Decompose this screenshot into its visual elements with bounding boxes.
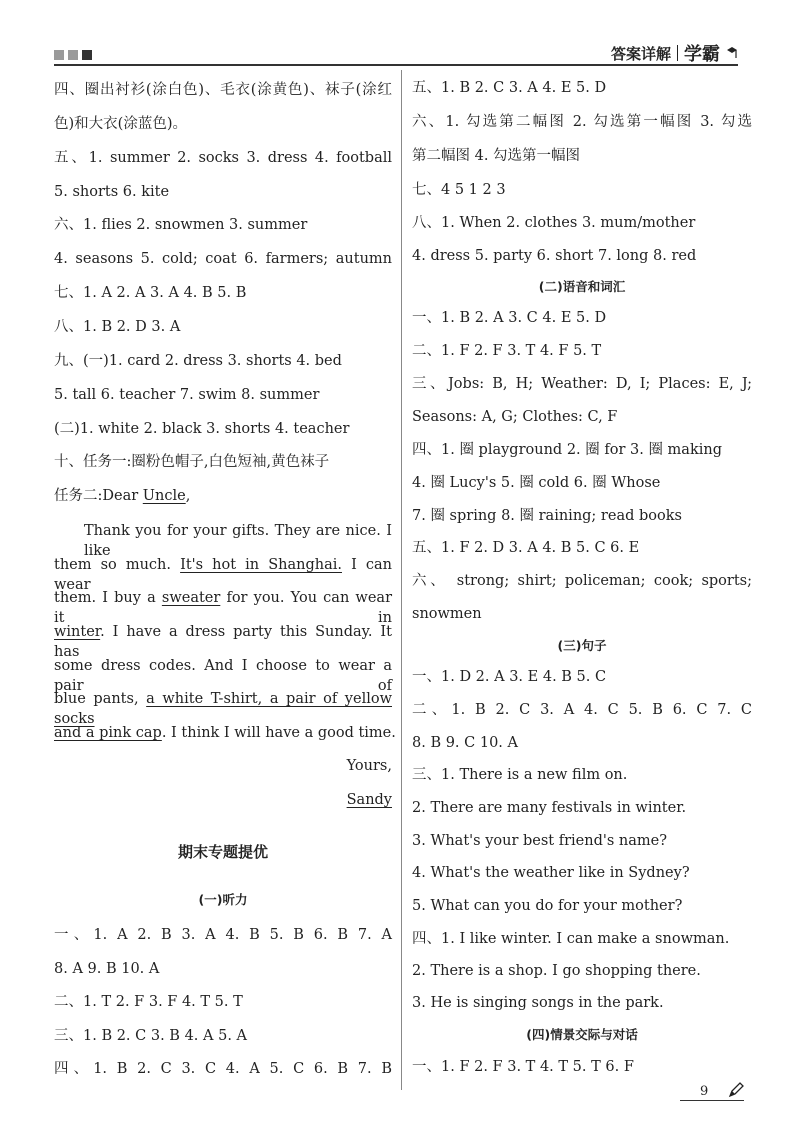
answer-line: 二、1. B 2. C 3. A 4. C 5. B 6. C 7. C <box>412 702 752 718</box>
header-square <box>68 50 78 60</box>
letter-text: blue pants, <box>54 691 147 707</box>
letter-text: . I think I will have a good time. <box>161 725 396 741</box>
answer-line: 四、圈出衬衫(涂白色)、毛衣(涂黄色)、袜子(涂红 <box>54 82 392 98</box>
section-title: 期末专题提优 <box>177 843 268 861</box>
answer-line: 第二幅图 4. 勾选第一幅图 <box>412 148 581 164</box>
answer-line: 3. What's your best friend's name? <box>412 833 667 849</box>
subsection-title: (二)语音和词汇 <box>538 279 626 294</box>
footer-rule <box>680 1100 744 1101</box>
answer-line: 五、1. F 2. D 3. A 4. B 5. C 6. E <box>412 540 640 556</box>
answer-line: 一、1. F 2. F 3. T 4. T 5. T 6. F <box>412 1059 634 1075</box>
header-squares <box>54 50 92 60</box>
answer-line: 三、Jobs: B, H; Weather: D, I; Places: E, J; <box>412 376 752 392</box>
letter-greeting <box>54 486 190 506</box>
underlined-answer: winter <box>54 624 101 640</box>
letter-text: . I have a dress party this Sunday. It has <box>54 624 392 660</box>
answer-line: 八、1. When 2. clothes 3. mum/mother <box>412 215 696 231</box>
answer-line: (二)1. white 2. black 3. shorts 4. teacher <box>54 421 350 437</box>
answer-line: 2. There is a shop. I go shopping there. <box>412 963 701 979</box>
letter-closing: Yours, <box>346 758 392 774</box>
graduation-cap-icon <box>726 46 738 60</box>
answer-line: 一、1. B 2. A 3. C 4. E 5. D <box>412 310 607 326</box>
underlined-answer: It's hot in Shanghai. <box>180 557 342 573</box>
letter-text: 任务二:Dear <box>54 488 143 504</box>
header-rule <box>54 64 738 66</box>
header-square <box>54 50 64 60</box>
answer-line: 5. shorts 6. kite <box>54 184 170 200</box>
answer-line: 八、1. B 2. D 3. A <box>54 319 181 335</box>
letter-text: them so much. <box>54 557 181 573</box>
answer-line: 五、1. summer 2. socks 3. dress 4. football <box>54 150 392 166</box>
answer-line: snowmen <box>412 606 482 622</box>
letter-line: Thank you for your gifts. They are nice. I like <box>84 523 392 559</box>
underlined-answer: and a pink cap <box>54 725 162 741</box>
answer-line: Seasons: A, G; Clothes: C, F <box>412 409 618 425</box>
answer-line: 五、1. B 2. C 3. A 4. E 5. D <box>412 80 607 96</box>
answer-line: 5. tall 6. teacher 7. swim 8. summer <box>54 387 320 403</box>
letter-signature <box>54 790 392 810</box>
header-brand <box>611 40 738 66</box>
answer-line: 4. What's the weather like in Sydney? <box>412 865 690 881</box>
answer-line: 十、任务一:圈粉色帽子,白色短袖,黄色袜子 <box>54 454 330 470</box>
answer-line: 2. There are many festivals in winter. <box>412 800 687 816</box>
answer-line: 一、1. A 2. B 3. A 4. B 5. B 6. B 7. A <box>54 927 392 943</box>
answer-line: 六、1. 勾选第二幅图 2. 勾选第一幅图 3. 勾选 <box>412 114 752 130</box>
answer-line: 5. What can you do for your mother? <box>412 898 683 914</box>
answer-line: 7. 圈 spring 8. 圈 raining; read books <box>412 508 682 524</box>
answer-line: 三、1. There is a new film on. <box>412 767 628 783</box>
header-square <box>82 50 92 60</box>
underlined-answer: a white T-shirt, a pair of yellow socks <box>54 691 392 727</box>
answer-line: 七、1. A 2. A 3. A 4. B 5. B <box>54 285 247 301</box>
answer-line: 六、 strong; shirt; policeman; cook; sports; <box>412 573 752 589</box>
subsection-title: (一)听力 <box>198 892 248 907</box>
answer-line: 8. A 9. B 10. A <box>54 961 160 977</box>
answer-line: 六、1. flies 2. snowmen 3. summer <box>54 217 308 233</box>
answer-line: 四、1. B 2. C 3. C 4. A 5. C 6. B 7. B <box>54 1061 392 1077</box>
answer-line: 一、1. D 2. A 3. E 4. B 5. C <box>412 669 607 685</box>
letter-line <box>54 723 396 743</box>
answer-line: 四、1. 圈 playground 2. 圈 for 3. 圈 making <box>412 442 723 458</box>
answer-line: 四、1. I like winter. I can make a snowman. <box>412 931 730 947</box>
answer-line: 3. He is singing songs in the park. <box>412 995 664 1011</box>
page-header <box>0 0 800 70</box>
pencil-icon <box>728 1082 744 1098</box>
underlined-answer: Sandy <box>346 792 392 808</box>
letter-text: for you. You can wear it in <box>54 590 392 626</box>
answer-line: 二、1. T 2. F 3. F 4. T 5. T <box>54 994 243 1010</box>
brand-text: 答案详解 <box>610 44 671 63</box>
page-number: 9 <box>700 1084 709 1099</box>
subsection-title: (四)情景交际与对话 <box>526 1027 638 1042</box>
letter-text: I can wear <box>54 557 392 593</box>
answer-line: 4. dress 5. party 6. short 7. long 8. red <box>412 248 697 264</box>
letter-text: them. I buy a <box>54 590 162 606</box>
answer-line: 色)和大衣(涂蓝色)。 <box>54 116 187 132</box>
letter-text: , <box>185 488 191 504</box>
answer-line: 8. B 9. C 10. A <box>412 735 518 751</box>
answer-line: 九、(一)1. card 2. dress 3. shorts 4. bed <box>54 353 342 369</box>
brand-logo: 学霸 <box>684 44 720 65</box>
underlined-answer: Uncle <box>142 488 186 504</box>
underlined-answer: sweater <box>161 590 221 606</box>
answer-line: 三、1. B 2. C 3. B 4. A 5. A <box>54 1028 248 1044</box>
answer-line: 二、1. F 2. F 3. T 4. F 5. T <box>412 343 602 359</box>
answer-line: 4. seasons 5. cold; coat 6. farmers; autumn <box>54 251 392 267</box>
column-divider <box>401 70 402 1090</box>
answer-line: 七、4 5 1 2 3 <box>412 182 506 198</box>
letter-line: some dress codes. And I choose to wear a pair of <box>54 658 392 694</box>
brand-separator <box>677 45 678 61</box>
subsection-title: (三)句子 <box>557 638 607 653</box>
answer-line: 4. 圈 Lucy's 5. 圈 cold 6. 圈 Whose <box>412 475 661 491</box>
